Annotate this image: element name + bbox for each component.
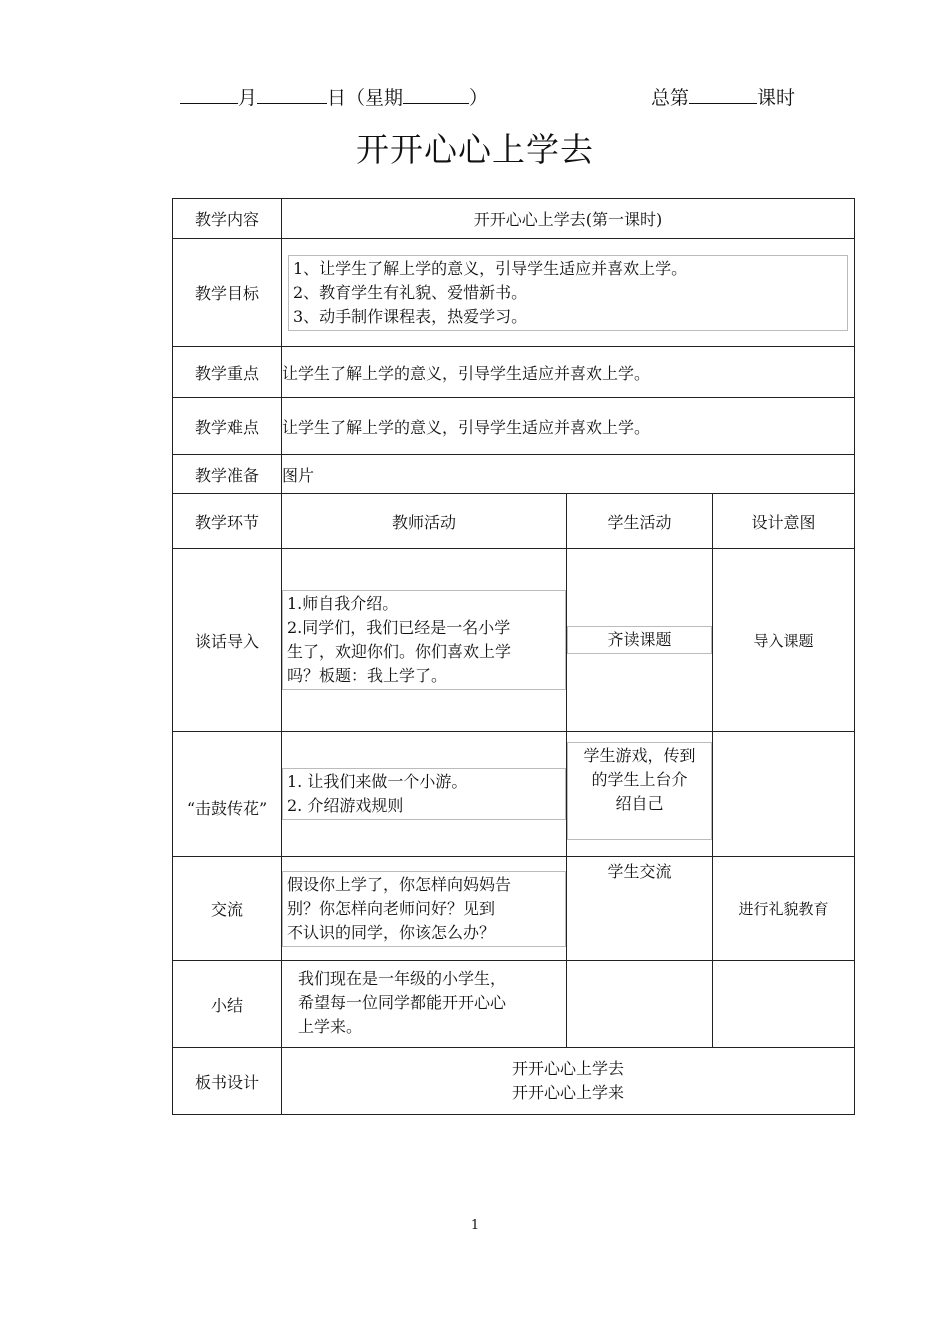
- row-process-header: [173, 494, 855, 549]
- board-line: 开开心心上学去: [512, 1059, 625, 1078]
- teacher-line: 不认识的同学，你该怎么办？: [287, 922, 496, 942]
- student-activity: [567, 961, 713, 1048]
- key-points-label: 教学重点: [173, 347, 282, 398]
- teacher-activity: [282, 732, 567, 857]
- teacher-line: 假设你上学了，你怎样向妈妈告: [287, 874, 512, 894]
- design-intent: 导入课题: [713, 549, 855, 732]
- teacher-line: 1. 让我们来做一个小游。: [287, 772, 468, 791]
- student-activity: [567, 732, 713, 857]
- key-points-value: 让学生了解上学的意义，引导学生适应并喜欢上学。: [282, 347, 855, 398]
- teacher-line: 吗？板题：我上学了。: [287, 666, 448, 685]
- design-intent: [713, 732, 855, 857]
- content-value: 开开心心上学去(第一课时): [282, 199, 855, 239]
- student-activity-box: 齐读课题: [567, 626, 712, 654]
- lesson-header: [0, 83, 950, 111]
- row-key-points: [173, 347, 855, 398]
- teacher-activity: [282, 961, 567, 1048]
- goals-list: [288, 255, 848, 331]
- total-prefix: 总第: [651, 87, 690, 109]
- stage-name: 小结: [173, 961, 282, 1048]
- stage-name: 交流: [173, 857, 282, 961]
- stage-row: [173, 732, 855, 857]
- stage-row: [173, 549, 855, 732]
- teacher-activity-box: [282, 768, 566, 820]
- weekday-blank: [403, 85, 469, 104]
- teacher-activity: [282, 857, 567, 961]
- preparation-label: 教学准备: [173, 455, 282, 494]
- page-number: 1: [470, 1218, 480, 1233]
- row-difficulties: [173, 398, 855, 455]
- stage-row: [173, 961, 855, 1048]
- stage-row: [173, 857, 855, 961]
- teacher-line: 我们现在是一年级的小学生，: [298, 969, 507, 988]
- difficulties-value: 让学生了解上学的意义，引导学生适应并喜欢上学。: [282, 398, 855, 455]
- row-content: [173, 199, 855, 239]
- lesson-count-fields: [651, 83, 795, 110]
- goal-item: 3、动手制作课程表，热爱学习。: [293, 306, 528, 326]
- teacher-line: 2.同学们，我们已经是一名小学: [287, 618, 511, 637]
- teacher-header: 教师活动: [282, 494, 567, 549]
- goal-item: 2、教育学生有礼貌、爱惜新书。: [293, 282, 528, 302]
- lesson-suffix: 课时: [757, 87, 796, 109]
- lesson-plan-table: [172, 198, 855, 1115]
- teacher-line: 希望每一位同学都能开开心心: [298, 993, 507, 1012]
- teacher-line: 别？你怎样向老师问好？见到: [287, 898, 496, 918]
- difficulties-label: 教学难点: [173, 398, 282, 455]
- student-line: 学生游戏，传到: [583, 746, 696, 765]
- lesson-count-blank: [689, 85, 757, 104]
- day-blank: [257, 85, 327, 104]
- board-label: 板书设计: [173, 1048, 282, 1115]
- student-activity: [567, 549, 713, 732]
- teacher-activity-box: [282, 590, 566, 690]
- board-line: 开开心心上学来: [512, 1083, 625, 1102]
- teacher-line: 2. 介绍游戏规则: [287, 796, 404, 815]
- month-blank: [180, 85, 238, 104]
- teacher-line: 上学来。: [298, 1017, 363, 1036]
- row-goals: [173, 239, 855, 347]
- intent-header: 设计意图: [713, 494, 855, 549]
- teacher-activity: [282, 549, 567, 732]
- stage-header: 教学环节: [173, 494, 282, 549]
- student-header: 学生活动: [567, 494, 713, 549]
- row-board-design: [173, 1048, 855, 1115]
- design-intent: 进行礼貌教育: [713, 857, 855, 961]
- content-label: 教学内容: [173, 199, 282, 239]
- teacher-activity-text: [298, 967, 566, 1039]
- date-fields: [180, 83, 488, 110]
- page-title: 开开心心上学去: [356, 130, 594, 169]
- stage-name: 谈话导入: [173, 549, 282, 732]
- design-intent: [713, 961, 855, 1048]
- day-suffix: 日（星期: [327, 87, 404, 109]
- student-line: 的学生上台介: [591, 770, 688, 789]
- board-content: [282, 1048, 855, 1115]
- close-paren: ）: [469, 87, 489, 109]
- student-line: 绍自己: [615, 794, 664, 813]
- student-activity-box: [567, 742, 712, 840]
- teacher-line: 1.师自我介绍。: [287, 594, 399, 613]
- goals-label: 教学目标: [173, 239, 282, 347]
- goals-cell: [282, 239, 855, 347]
- stage-name: “击鼓传花”: [173, 732, 282, 857]
- row-preparation: [173, 455, 855, 494]
- board-lines: [282, 1057, 854, 1105]
- goal-item: 1、让学生了解上学的意义，引导学生适应并喜欢上学。: [293, 258, 688, 278]
- student-activity: 学生交流: [567, 857, 713, 961]
- teacher-activity-box: [282, 871, 566, 947]
- month-suffix: 月: [238, 87, 258, 109]
- preparation-value: 图片: [282, 455, 855, 494]
- teacher-line: 生了，欢迎你们。你们喜欢上学: [287, 642, 512, 661]
